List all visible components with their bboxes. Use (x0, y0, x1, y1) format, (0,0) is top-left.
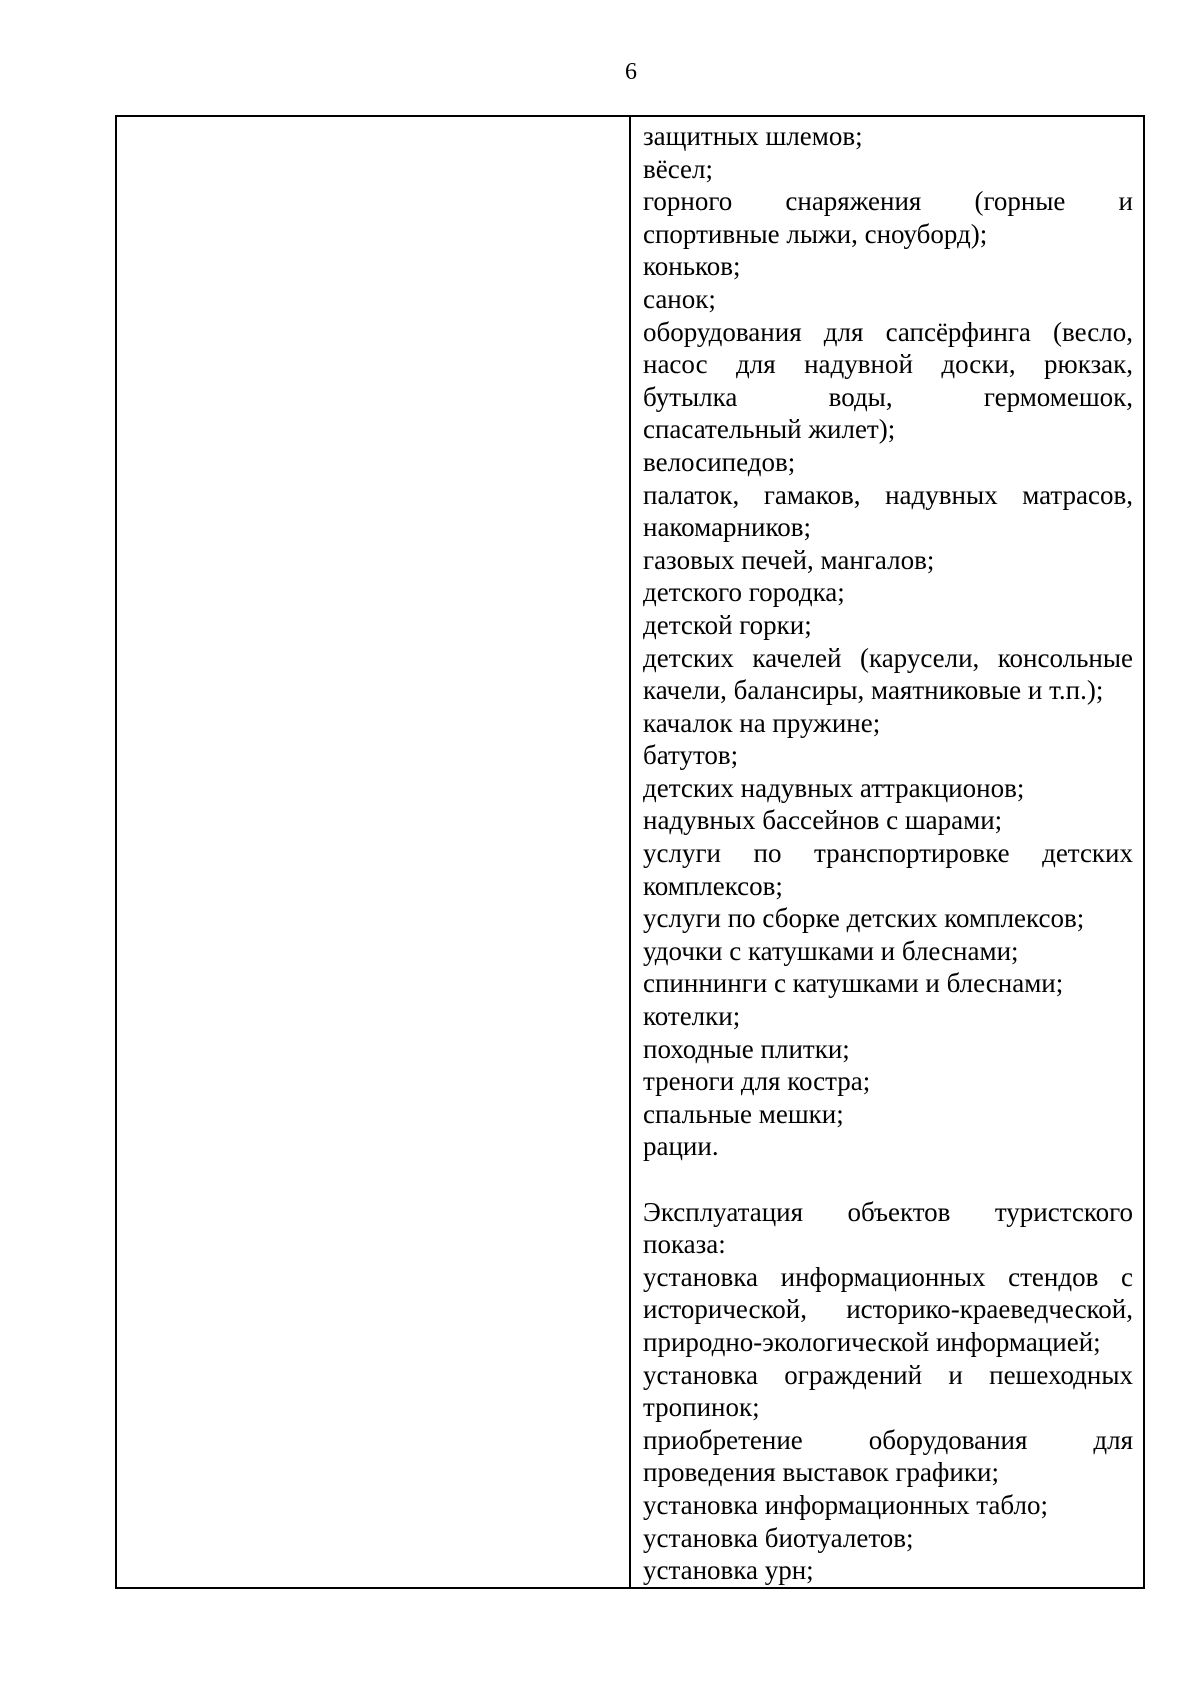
text-line: оборудования для сапсёрфинга (весло, (643, 316, 1133, 347)
text-line: котелки; (643, 1001, 741, 1032)
text-line: качели, балансиры, маятниковые и т.п.); (643, 675, 1104, 706)
text-line: накомарников; (643, 512, 811, 543)
text-line: походные плитки; (643, 1033, 850, 1064)
text-line: батутов; (643, 740, 739, 771)
text-line: спиннинги с катушками и блеснами; (643, 968, 1064, 999)
document-table (115, 115, 1145, 1589)
text-line: качалок на пружине; (643, 707, 881, 738)
text-line: спортивные лыжи, сноуборд); (643, 218, 988, 249)
text-line: услуги по транспортировке детских (643, 838, 1133, 869)
text-line: спасательный жилет); (643, 414, 896, 445)
text-line: детской горки; (643, 609, 812, 640)
text-line: установка информационных стендов с (643, 1261, 1133, 1292)
text-line: санок; (643, 283, 716, 314)
text-line: установка информационных табло; (643, 1489, 1048, 1520)
text-line: природно-экологической информацией; (643, 1326, 1101, 1357)
text-line: комплексов; (643, 870, 783, 901)
text-line: установка биотуалетов; (643, 1522, 914, 1553)
table-cell-right (630, 116, 1144, 1588)
text-line: коньков; (643, 251, 741, 282)
text-line: приобретение оборудования для (643, 1424, 1133, 1455)
text-line: горного снаряжения (горные и (643, 186, 1133, 217)
text-line: тропинок; (643, 1392, 760, 1423)
text-line: показа: (643, 1229, 726, 1260)
text-line: детских качелей (карусели, консольные (643, 642, 1133, 673)
page-number: 6 (625, 59, 637, 85)
text-line: услуги по сборке детских комплексов; (643, 903, 1085, 934)
text-line: треноги для костра; (643, 1066, 871, 1097)
text-line: вёсел; (643, 153, 714, 184)
text-line: проведения выставок графики; (643, 1457, 999, 1488)
text-line: установка урн; (643, 1555, 814, 1586)
text-line: спальные мешки; (643, 1098, 844, 1129)
text-line: исторической, историко-краеведческой, (643, 1294, 1133, 1325)
text-line: удочки с катушками и блеснами; (643, 935, 1019, 966)
text-line: детского городка; (643, 577, 845, 608)
text-line: газовых печей, мангалов; (643, 544, 935, 575)
text-line: насос для надувной доски, рюкзак, (643, 349, 1133, 380)
text-line: защитных шлемов; (643, 121, 863, 151)
text-line: рации. (643, 1131, 719, 1162)
text-line: установка ограждений и пешеходных (643, 1359, 1133, 1390)
text-line: велосипедов; (643, 446, 796, 477)
table-cell-left (116, 116, 630, 1588)
text-line: Эксплуатация объектов туристского (643, 1196, 1133, 1227)
table-row (116, 116, 1144, 1588)
blank-line (643, 1163, 1133, 1196)
text-line: детских надувных аттракционов; (643, 772, 1025, 803)
text-line: бутылка воды, гермомешок, (643, 381, 1133, 412)
text-line: палаток, гамаков, надувных матрасов, (643, 479, 1133, 510)
text-line: надувных бассейнов с шарами; (643, 805, 1003, 836)
